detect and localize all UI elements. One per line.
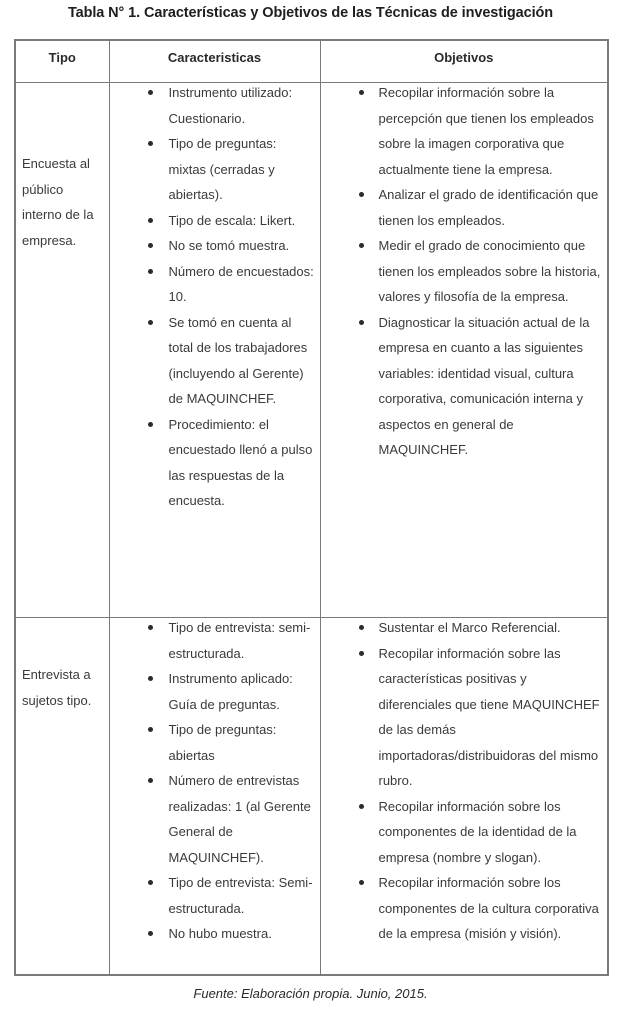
objetivos-cell — [320, 83, 608, 618]
list-item — [321, 870, 608, 947]
list-item — [321, 233, 608, 310]
list-item-text: Recopilar información sobre los componentes de la identidad de la empresa (nombre y slogan). — [378, 798, 577, 865]
list-item-text: Recopilar información sobre la percepción que tienen los empleados sobre la imagen corporativa que actualmente tiene la empresa. — [378, 85, 594, 177]
table-row — [15, 618, 608, 975]
list-item — [321, 182, 608, 233]
header-caracteristicas — [109, 40, 320, 83]
bullet-icon — [148, 676, 153, 681]
list-item-text: Medir el grado de conocimiento que tienen los empleados sobre la historia, valores y filosofía de la empresa. — [378, 238, 601, 304]
bullet-icon — [148, 218, 153, 223]
list-item-text: Número de entrevistas realizadas: 1 (al Gerente General de MAQUINCHEF). — [168, 773, 311, 865]
techniques-table — [14, 39, 609, 976]
list-item-text: Tipo de entrevista: semi-estructurada. — [168, 620, 311, 661]
list-item-text: No se tomó muestra. — [168, 238, 290, 253]
bullet-icon — [359, 243, 364, 248]
objetivos-list — [321, 615, 608, 947]
list-item — [110, 80, 320, 131]
list-item-text: Instrumento aplicado: Guía de preguntas. — [168, 671, 293, 712]
tipo-text: Encuesta al público interno de la empresa. — [22, 156, 94, 248]
bullet-icon — [148, 320, 153, 325]
list-item-text: Tipo de preguntas: abiertas — [168, 722, 277, 763]
bullet-icon — [359, 90, 364, 95]
list-item-text: Recopilar información sobre las características positivas y diferenciales que tiene MAQUINCHEF de las demás importadoras/distribuidoras del mismo rubro. — [378, 645, 600, 788]
list-item-text: Procedimiento: el encuestado llenó a pulso las respuestas de la encuesta. — [168, 416, 313, 508]
caracteristicas-cell — [109, 83, 320, 618]
bullet-icon — [359, 804, 364, 809]
list-item-text: Analizar el grado de identificación que tienen los empleados. — [378, 187, 599, 228]
list-item-text: Instrumento utilizado: Cuestionario. — [168, 85, 293, 126]
bullet-icon — [359, 651, 364, 656]
objetivos-list — [321, 80, 608, 463]
list-item — [110, 131, 320, 208]
list-item-text: Se tomó en cuenta al total de los trabajadores (incluyendo al Gerente) de MAQUINCHEF. — [168, 314, 308, 406]
list-item — [110, 615, 320, 666]
caracteristicas-list — [110, 80, 320, 514]
list-item — [321, 310, 608, 463]
list-item-text: Sustentar el Marco Referencial. — [378, 620, 561, 635]
bullet-icon — [148, 625, 153, 630]
tipo-cell — [15, 618, 109, 975]
table-title: Tabla N° 1. Características y Objetivos de las Técnicas de investigación — [67, 5, 554, 21]
list-item-text: Tipo de preguntas: mixtas (cerradas y abiertas). — [168, 136, 277, 202]
list-item — [110, 870, 320, 921]
list-item — [110, 768, 320, 870]
bullet-icon — [148, 422, 153, 427]
header-tipo — [15, 40, 109, 83]
bullet-icon — [148, 931, 153, 936]
list-item — [321, 794, 608, 871]
bullet-icon — [148, 90, 153, 95]
bullet-icon — [359, 192, 364, 197]
list-item — [110, 717, 320, 768]
list-item — [110, 233, 320, 259]
list-item-text: No hubo muestra. — [168, 926, 272, 941]
source-caption: Fuente: Elaboración propia. Junio, 2015. — [193, 986, 428, 1001]
list-item — [110, 310, 320, 412]
header-caracteristicas-label: Caracteristicas — [167, 50, 262, 65]
caracteristicas-cell — [109, 618, 320, 975]
header-objetivos — [320, 40, 608, 83]
bullet-icon — [148, 778, 153, 783]
bullet-icon — [359, 320, 364, 325]
tipo-text: Entrevista a sujetos tipo. — [22, 667, 92, 708]
bullet-icon — [359, 625, 364, 630]
header-tipo-label: Tipo — [48, 50, 76, 65]
list-item-text: Tipo de entrevista: Semi-estructurada. — [168, 875, 313, 916]
list-item-text: Diagnosticar la situación actual de la empresa en cuanto a las siguientes variables: identidad visual, cultura corporativa, comunicación interna y aspectos en general de MAQUINCHEF. — [378, 314, 590, 457]
list-item — [110, 921, 320, 947]
table-header-row — [15, 40, 608, 83]
bullet-icon — [148, 243, 153, 248]
list-item-text: Número de encuestados: 10. — [168, 263, 314, 304]
list-item — [321, 615, 608, 641]
bullet-icon — [359, 880, 364, 885]
list-item — [110, 666, 320, 717]
header-objetivos-label: Objetivos — [434, 50, 494, 65]
bullet-icon — [148, 141, 153, 146]
objetivos-cell — [320, 618, 608, 975]
list-item — [110, 412, 320, 514]
bullet-icon — [148, 727, 153, 732]
list-item-text: Recopilar información sobre los componentes de la cultura corporativa de la empresa (misión y visión). — [378, 875, 599, 941]
tipo-cell — [15, 83, 109, 618]
list-item-text: Tipo de escala: Likert. — [168, 212, 296, 228]
table-row — [15, 83, 608, 618]
caracteristicas-list — [110, 615, 320, 947]
list-item — [321, 641, 608, 794]
bullet-icon — [148, 880, 153, 885]
bullet-icon — [148, 269, 153, 274]
list-item — [110, 259, 320, 310]
list-item — [321, 80, 608, 182]
list-item — [110, 208, 320, 234]
